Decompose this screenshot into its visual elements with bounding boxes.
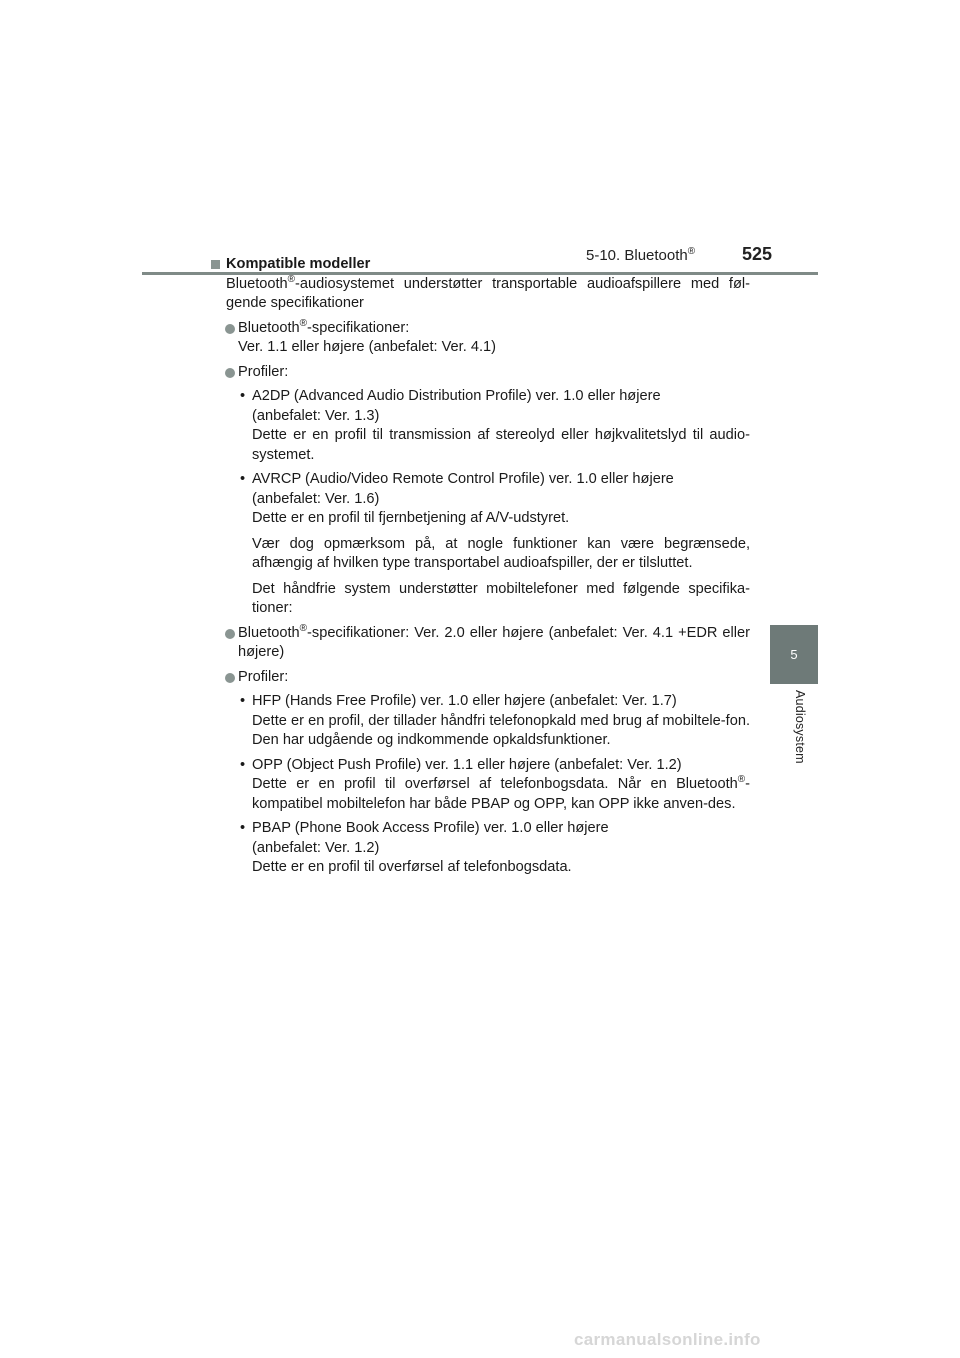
bullet-dot-icon: [225, 324, 235, 334]
bullet-dot-icon: [225, 673, 235, 683]
page-content: [210, 255, 750, 878]
sub-bullet-icon: •: [240, 388, 246, 404]
section-title: 5-10. Bluetooth®: [586, 246, 696, 264]
sub-item: • HFP (Hands Free Profile) ver. 1.0 eller højere (anbefalet: Ver. 1.7) Dette er en profil, der tillader håndfri telefonopkald med brug af mobiltele-fon. Den har udgående og indkommende opkaldsfunktioner.: [240, 693, 750, 748]
sub-item: • AVRCP (Audio/Video Remote Control Profile) ver. 1.0 eller højere (anbefalet: Ver. 1.6) Dette er en profil til fjernbetjening af A/V-udstyret.: [240, 471, 674, 526]
chapter-tab: [770, 625, 818, 684]
bullet-item: Bluetooth®-specifikationer: Ver. 2.0 eller højere (anbefalet: Ver. 4.1 +EDR eller højere): [210, 624, 750, 663]
bullet-item: Profiler:: [210, 363, 750, 383]
sub-item: • OPP (Object Push Profile) ver. 1.1 eller højere (anbefalet: Ver. 1.2) Dette er en profil til overførsel af telefonbogsdata. Når en Bluetooth®-kompatibel mobiltelefon har både PBAP og OPP, kan OPP ikke anven-des.: [240, 756, 750, 812]
intro-paragraph: Bluetooth®-audiosystemet understøtter transportable audioafspillere med føl-gende specifikationer: [226, 273, 750, 311]
section-heading: Kompatible modeller: [210, 255, 750, 275]
sub-bullet-icon: •: [240, 820, 246, 836]
sub-item: • A2DP (Advanced Audio Distribution Profile) ver. 1.0 eller højere (anbefalet: Ver. 1.3) Dette er en profil til transmission af stereolyd eller højkvalitetslyd til audio-systemet.: [240, 388, 750, 463]
sub-bullet-icon: •: [240, 693, 246, 709]
bullet-item: Bluetooth®-specifikationer: Ver. 1.1 eller højere (anbefalet: Ver. 4.1): [210, 319, 750, 358]
chapter-label: Audiosystem: [793, 690, 807, 764]
sub-bullet-icon: •: [240, 756, 246, 773]
bullet-dot-icon: [225, 368, 235, 378]
note-paragraph: Det håndfrie system understøtter mobiltelefoner med følgende specifika-tioner:: [252, 580, 750, 616]
bullet-dot-icon: [225, 629, 235, 639]
page-number: 525: [742, 244, 773, 264]
note-paragraph: Vær dog opmærksom på, at nogle funktioner kan være begrænsede, afhængig af hvilken type transportabel audioafspiller, der er tilsluttet.: [252, 535, 750, 571]
watermark: carmanualsonline.info: [574, 1330, 761, 1349]
square-bullet-icon: [211, 260, 220, 269]
sub-bullet-icon: •: [240, 471, 246, 487]
sub-item: • PBAP (Phone Book Access Profile) ver. 1.0 eller højere (anbefalet: Ver. 1.2) Dette er en profil til overførsel af telefonbogsdata.: [240, 820, 609, 875]
chapter-number: 5: [790, 647, 798, 662]
bullet-item: Profiler:: [210, 668, 750, 688]
